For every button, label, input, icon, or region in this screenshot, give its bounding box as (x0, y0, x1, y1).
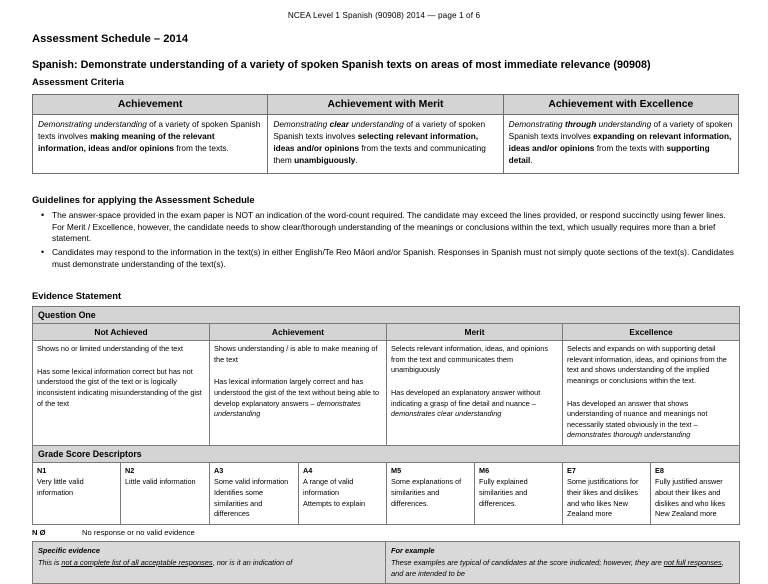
grade-line: Fully justified answer about their likes and dislikes and who likes New Zealand more (655, 477, 726, 519)
criteria-merit-bold1: selecting relevant information, ideas and/or opinions (273, 131, 479, 154)
evidence-example-table (32, 541, 740, 584)
descriptor-para-2-plain: Has developed an answer that shows understanding of nuance and meanings not necessarily stated obviously in the text – (567, 398, 708, 429)
criteria-achievement-bold1: making meaning of the relevant information, ideas and/or opinions (38, 131, 215, 154)
page-title: Assessment Schedule – 2014 (32, 33, 189, 45)
grade-line: Identifies some similarities and differences (214, 488, 264, 519)
grade-code: N1 (37, 465, 47, 475)
specific-evidence-cell (33, 541, 386, 583)
descriptor-para-1: Selects and expands on with supporting detail relevant information, ideas, and opinions from the text and shows understanding of the implied meanings or conclusions within the text. (567, 344, 727, 385)
question-title-row (33, 307, 740, 324)
descriptor-achievement (210, 341, 387, 446)
descriptor-excellence (563, 341, 740, 446)
grade-score-e8 (651, 462, 740, 524)
for-example-body (391, 557, 734, 579)
descriptor-para-2-plain: Has some lexical information correct but has not understood the gist of the text or is logically inconsistent indicating misunderstanding of the gist of the text (37, 366, 202, 408)
criteria-excellence-tail: . (530, 154, 533, 165)
example-row (33, 541, 740, 583)
descriptor-para-2 (391, 388, 558, 420)
evidence-col-achievement: Achievement (210, 324, 387, 341)
criteria-merit-italic-rest: understanding (351, 119, 404, 130)
criteria-excellence-bold2: supporting detail (508, 143, 710, 165)
for-example-cell (386, 541, 740, 583)
grade-code: N2 (125, 465, 135, 475)
grade-line: Some valid information (214, 477, 289, 487)
question-one-title: Question One (33, 307, 740, 324)
standard-title: Spanish: Demonstrate understanding of a variety of spoken Spanish texts on areas of most immediate relevance (90908) (32, 59, 651, 71)
criteria-merit-bold2: unambiguously (294, 154, 356, 165)
guidelines-item: • The answer-space provided in the exam paper is NOT an indication of the word-count required. The candidate may exceed the lines provided, or respond succinctly using fewer lines. For Merit / Excellence, however, the candidate needs to show clear/thorough understanding of the meanings or conclusions within the text, which usually requires more than a brief statement. (46, 210, 739, 246)
descriptor-para-2 (567, 399, 735, 441)
grade-line: Some explanations of similarities and differences. (391, 477, 462, 508)
criteria-cell-achievement (33, 115, 268, 173)
descriptor-para-2-plain: Has developed an explanatory answer without indicating a grasp of fine detail and nuance – (391, 387, 541, 408)
grade-score-m5 (387, 462, 475, 524)
specific-evidence-body-before: This is (38, 557, 62, 567)
for-example-body-after: , and are intended to be (391, 557, 724, 578)
descriptor-para-2 (37, 367, 205, 409)
criteria-header-achievement: Achievement (33, 95, 268, 115)
guidelines-item: • Candidates may respond to the information in the text(s) in either English/Te Reo Māori and/or Spanish. Responses in Spanish must not simply quote sections of the text(s). Candidates must demonstrate understanding of the text(s). (46, 247, 739, 271)
evidence-descriptor-row (33, 341, 740, 446)
descriptor-para-2 (214, 377, 382, 419)
evidence-column-header-row (33, 324, 740, 341)
criteria-merit-mid2: from the texts and communicating them (273, 143, 486, 165)
grade-code: E8 (655, 465, 664, 475)
grade-score-a3 (210, 462, 299, 524)
criteria-excellence-italic-rest: understanding (598, 119, 652, 130)
assessment-schedule-page (0, 11, 768, 578)
evidence-table (32, 306, 740, 525)
page-content (0, 33, 768, 584)
running-header: NCEA Level 1 Spanish (90908) 2014 — page 1 of 6 (287, 11, 481, 20)
criteria-merit-tail: . (355, 154, 358, 165)
grade-score-n2 (121, 462, 210, 524)
criteria-body-row (33, 115, 739, 173)
criteria-merit-mid1: of a variety of spoken Spanish texts involves (273, 119, 486, 142)
evidence-col-excellence: Excellence (563, 324, 740, 341)
criteria-achievement-mid1: of a variety of spoken Spanish texts involves (38, 119, 261, 142)
criteria-merit-italic-bold: clear (329, 119, 349, 130)
grade-line: Little valid information (125, 477, 196, 487)
grade-code: M6 (479, 465, 490, 475)
descriptor-para-2-italic: demonstrates understanding (214, 398, 361, 419)
guidelines-list (32, 210, 739, 272)
guidelines-heading: Guidelines for applying the Assessment Schedule (32, 193, 255, 205)
grade-code: A4 (303, 465, 313, 475)
criteria-cell-merit (268, 115, 503, 173)
specific-evidence-body (38, 557, 380, 568)
criteria-header-merit: Achievement with Merit (268, 95, 503, 115)
criteria-excellence-bold1: expanding on relevant information, ideas and/or opinions (508, 131, 732, 154)
n-zero-code: N Ø (32, 527, 46, 537)
assessment-criteria-label: Assessment Criteria (32, 77, 124, 89)
criteria-excellence-lead: Demonstrating (508, 119, 563, 130)
criteria-excellence-italic-bold: through (564, 119, 597, 130)
grade-code: M5 (391, 465, 402, 475)
descriptor-para-1: Shows no or limited understanding of the text (37, 344, 184, 354)
specific-evidence-heading: Specific evidence (38, 545, 101, 555)
criteria-cell-excellence (503, 115, 738, 173)
descriptor-para-2-italic: demonstrates clear understanding (391, 409, 502, 419)
grade-code: A3 (214, 465, 224, 475)
grade-score-descriptors-title: Grade Score Descriptors (33, 445, 740, 462)
for-example-heading: For example (391, 545, 435, 555)
grade-code: E7 (567, 465, 576, 475)
criteria-excellence-mid2: from the texts with (594, 143, 667, 154)
criteria-header-row (33, 95, 739, 115)
criteria-achievement-tail: from the texts. (173, 143, 229, 154)
grade-line: Some justifications for their likes and dislikes and who likes New Zealand more (567, 477, 639, 519)
criteria-excellence-mid1: of a variety of spoken Spanish texts involves (508, 119, 733, 142)
evidence-statement-heading: Evidence Statement (32, 290, 122, 302)
specific-evidence-body-after: , nor is it an indication of (212, 557, 293, 567)
assessment-criteria-table (32, 94, 739, 173)
grade-line: Attempts to explain (303, 498, 366, 508)
descriptor-para-2-italic: demonstrates thorough understanding (567, 430, 691, 440)
criteria-achievement-lead: Demonstrating understanding (38, 119, 147, 130)
grade-score-a4 (299, 462, 387, 524)
grade-score-e7 (563, 462, 651, 524)
descriptor-para-1: Selects relevant information, ideas, and opinions from the text and communicates them unambiguously (391, 344, 548, 375)
grade-line: Fully explained similarities and differences. (479, 477, 528, 508)
for-example-body-before: These examples are typical of candidates at the score indicated; however, they are (391, 557, 664, 567)
n-zero-text: No response or no valid evidence (82, 527, 195, 537)
grade-line: Very little valid information (37, 477, 84, 497)
grade-line: A range of valid information (303, 477, 354, 497)
criteria-header-excellence: Achievement with Excellence (503, 95, 738, 115)
descriptor-para-1: Shows understanding / is able to make meaning of the text (214, 344, 378, 364)
for-example-body-underline: not full responses (663, 557, 722, 567)
grade-score-n1 (33, 462, 121, 524)
grade-score-m6 (475, 462, 563, 524)
grade-score-descriptors-row (33, 445, 740, 462)
evidence-col-not-achieved: Not Achieved (33, 324, 210, 341)
descriptor-not-achieved (33, 341, 210, 446)
evidence-col-merit: Merit (387, 324, 563, 341)
specific-evidence-body-underline: not a complete list of all acceptable responses (61, 557, 213, 567)
descriptor-merit (387, 341, 563, 446)
grade-score-row (33, 462, 740, 524)
n-zero-row (32, 528, 739, 537)
descriptor-para-2-plain: Has lexical information largely correct and has understood the gist of the text without being able to develop explanatory answers – (214, 377, 380, 408)
criteria-merit-lead: Demonstrating (273, 119, 328, 130)
